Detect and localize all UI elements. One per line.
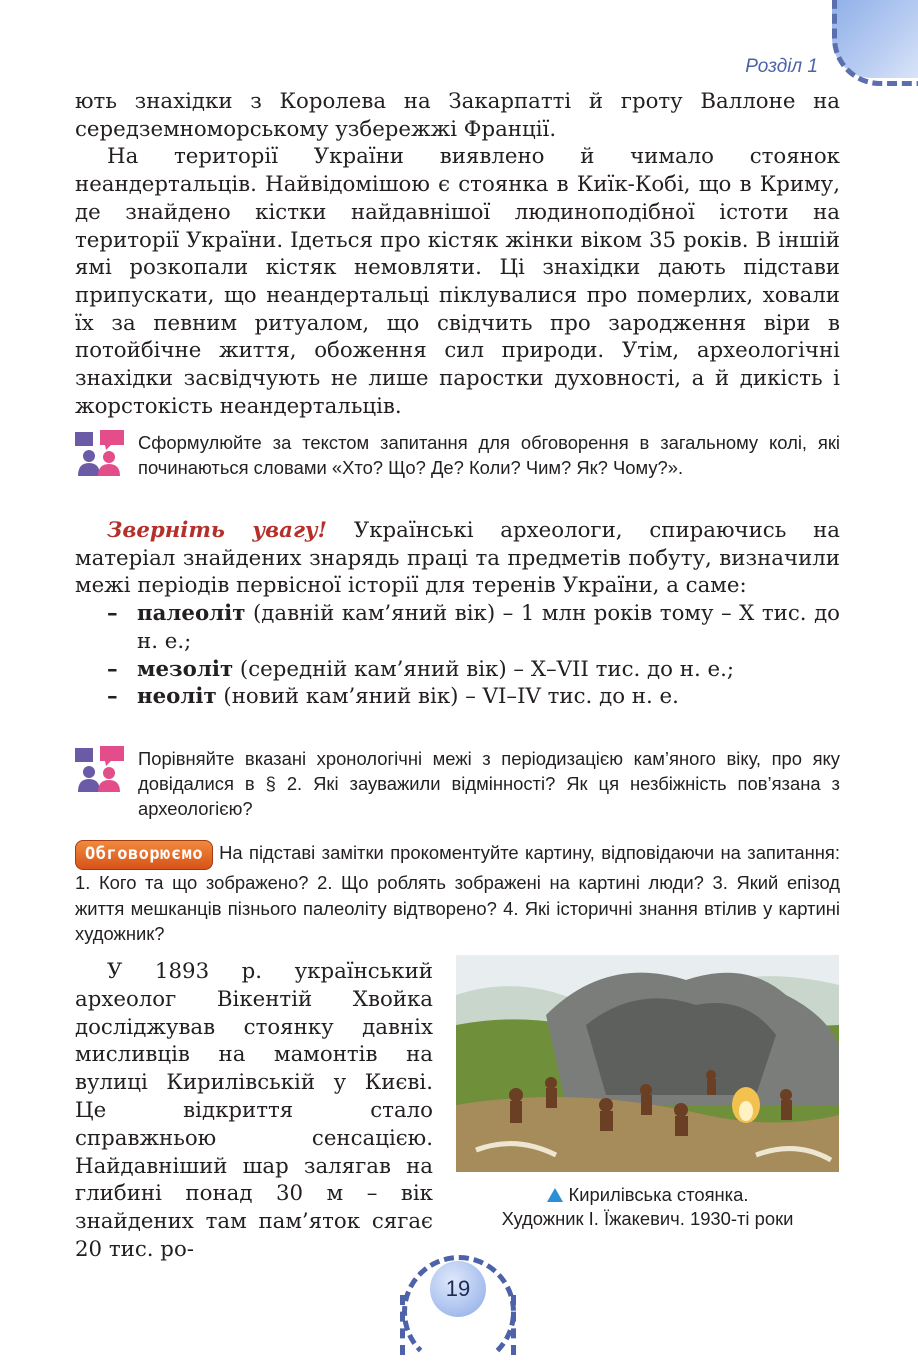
discussion-icon: [75, 746, 125, 792]
corner-dash-decoration: [832, 0, 918, 86]
period-item: [75, 683, 840, 711]
list-dash: –: [107, 656, 118, 682]
periods-list: [75, 600, 840, 711]
period-term: мезоліт: [137, 656, 234, 682]
column-paragraph: У 1893 р. український археолог Вікентій Хвойка досліджував стоянку давніх мисливців на мамонтів на вулиці Кирилівській у Києві. Це відкриття стало справжньою сенсацією. Найдавніший шар залягав на глибині понад 30 м – вік знайдених там пам’яток сягає 20 тис. ро-: [75, 959, 433, 1262]
period-term: палеоліт: [137, 601, 246, 627]
section-label: Розділ 1: [745, 56, 818, 77]
period-term: неоліт: [137, 684, 217, 710]
triangle-marker-icon: [547, 1188, 563, 1202]
discuss-badge: Обговорюємо: [75, 840, 213, 870]
paragraph-2: На території України виявлено й чимало стоянок неандертальців. Найвідомішою є стоянка в Киїк-Кобі, що в Криму, де знайдено кістки найдавнішої людиноподібної істоти на території України. Ідеться про кістяк жінки віком 35 років. В іншій ямі розкопали кістяк немовляти. Ці знахідки дають підстави припускати, що неандертальці піклувалися про померлих, ховали їх за певним ритуалом, що свідчить про зародження віри в потойбічне життя, обоження сил природи. Утім, археологічні знахідки засвідчують не лише паростки духовності, а й дикість і жорстокість неандертальців.: [75, 144, 840, 419]
column-text: [75, 958, 433, 1264]
task-2-text: Порівняйте вказані хронологічні межі з періодизацією кам’яного віку, про яку довідалися в § 2. Які зауважили відмінності? Як ця незбіжність пов’язана з археологією?: [138, 748, 840, 819]
caption-line-2: Художник І. Їжакевич. 1930-ті роки: [501, 1208, 794, 1229]
period-description: (давній кам’яний вік) – 1 млн років тому – Х тис. до н. е.;: [137, 601, 840, 654]
attention-paragraph: [75, 517, 840, 600]
attention-label: Зверніть увагу!: [107, 518, 328, 543]
attention-text: Українські археологи, спираючись на матеріал знайдених знарядь праці та предметів побуту, визначили межі періодів первісної історії для теренів України, а саме:: [75, 518, 841, 599]
discussion-icon: [75, 430, 125, 476]
paragraph-1: ють знахідки з Королева на Закарпатті й гроту Валлоне на середземноморському узбережжі Франції.: [75, 89, 840, 142]
caption-title: Кирилівська стоянка.: [568, 1184, 749, 1205]
period-description: (середній кам’яний вік) – Х–VII тис. до н. е.;: [233, 656, 735, 682]
period-item: [75, 600, 840, 655]
body-text-top: [75, 88, 840, 420]
page-ring-right-leg: [511, 1295, 521, 1355]
period-description: (новий кам’яний вік) – VI–IV тис. до н. е.: [216, 684, 679, 710]
task-1-text: Сформулюйте за текстом запитання для обговорення в загальному колі, які починаються словами «Хто? Що? Де? Коли? Чим? Як? Чому?».: [138, 432, 840, 478]
discussion-block: [75, 840, 840, 947]
figure-caption: [456, 1183, 839, 1231]
list-dash: –: [107, 601, 118, 627]
task-1: [75, 430, 840, 480]
page-ring-left-leg: [400, 1295, 410, 1355]
painting-illustration: [456, 955, 839, 1172]
list-dash: –: [107, 684, 118, 710]
page-number: 19: [430, 1261, 486, 1317]
task-2: [75, 746, 840, 821]
painting-image: [456, 955, 839, 1172]
attention-block: [75, 517, 840, 711]
period-item: [75, 656, 840, 684]
caption-line-1: [456, 1183, 839, 1207]
discuss-text: На підставі замітки прокоментуйте картину, відповідаючи на запитання: 1. Кого та що зображено? 2. Що роблять зображені на картині люди? 3. Який епізод життя мешканців пізнього палеоліту відтворено? 4. Які історичні знання втілив у картині художник?: [75, 842, 840, 945]
page-number-decoration: [400, 1255, 518, 1360]
